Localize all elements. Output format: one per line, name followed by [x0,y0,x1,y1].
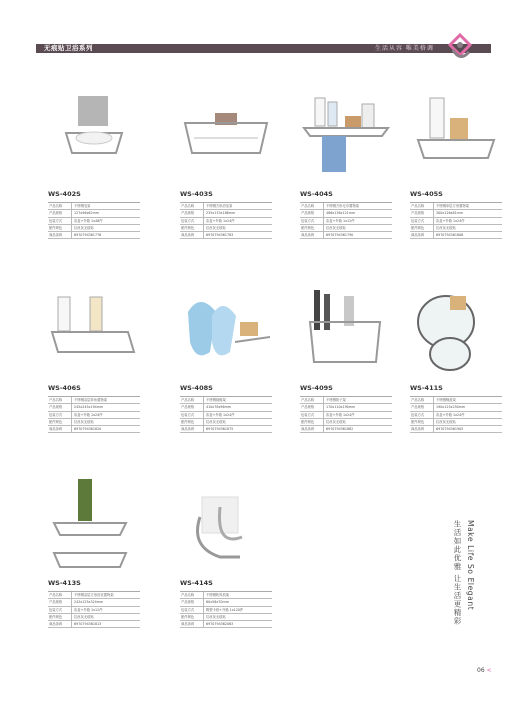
spec-value: 彩盒+外箱 1x24件 [436,218,465,223]
product-card [410,282,502,433]
spec-label: 产品规格 [180,210,204,216]
spec-table [180,202,272,239]
spec-value: 彩盒+外箱 1x24件 [206,412,235,417]
spec-row [48,225,140,232]
spec-label: 商品条码 [180,426,204,432]
spec-value: 242x125x324mm [74,600,104,605]
spec-row [48,426,140,433]
spec-value: 拉丝灰无痕贴 [436,225,456,230]
spec-value: 6970794361905 [436,427,464,432]
spec-row [48,210,140,217]
spec-label: 商品条码 [180,232,204,238]
spec-row [48,607,140,614]
spec-label: 商品条码 [410,232,434,238]
spec-row [180,614,272,621]
product-card [300,282,392,433]
spec-table [180,591,272,628]
spec-value: 300x126x81mm [436,211,464,216]
spec-label: 产品规格 [300,404,324,410]
spec-row [300,225,392,232]
spec-value: 6970794361790 [326,233,354,238]
spec-row [410,225,502,232]
spec-label: 产品名称 [300,203,324,209]
product-code: WS-403S [180,190,213,198]
spec-label: 包装方式 [180,607,204,613]
spec-row [410,426,502,433]
product-card [48,477,140,628]
product-photo [410,88,502,188]
spec-label: 产品名称 [48,397,72,403]
spec-label: 包装方式 [48,412,72,418]
spec-value: 245x245x194mm [74,405,104,410]
spec-value: 6970794362063 [206,622,234,627]
spec-row [180,232,272,239]
spec-row [48,592,140,599]
spec-label: 包装方式 [180,412,204,418]
spec-value: 吸塑卡纸+外箱 1x120件 [206,607,244,612]
spec-row [300,412,392,419]
spec-label: 商品条码 [300,232,324,238]
spec-row [410,412,502,419]
spec-label: 配件颜色 [48,614,72,620]
spec-row [180,218,272,225]
spec-label: 产品名称 [48,592,72,598]
spec-value: 170x110x190mm [326,405,356,410]
spec-value: 6970794361875 [206,427,234,432]
spec-row [180,592,272,599]
spec-value: 不锈钢吹风机架 [206,593,230,597]
slogan-chinese: 生活如此优雅 让生活更精彩 [453,520,462,626]
spec-row [300,419,392,426]
spec-row [300,218,392,225]
spec-label: 产品规格 [300,210,324,216]
spec-row [48,621,140,628]
spec-value: 彩盒+外箱 1x24件 [74,412,103,417]
spec-row [300,404,392,411]
spec-label: 配件颜色 [180,419,204,425]
product-card [300,88,392,239]
spec-value: 6970794361783 [206,233,234,238]
spec-label: 产品名称 [48,203,72,209]
spec-value: 不锈钢双层方形浴室置物架 [74,593,114,597]
spec-value: 不锈钢拖鞋架 [206,398,226,402]
spec-label: 配件颜色 [180,614,204,620]
spec-label: 产品规格 [180,404,204,410]
spec-label: 产品规格 [48,210,72,216]
spec-label: 商品条码 [300,426,324,432]
spec-label: 包装方式 [410,218,434,224]
spec-row [48,232,140,239]
product-photo [410,282,502,382]
spec-row [48,397,140,404]
page-arrow-icon: < [486,667,492,674]
product-code: WS-414S [180,579,213,587]
spec-value: 不锈钢筷子架 [326,398,346,402]
spec-value: 彩盒+外箱 1x24件 [206,218,235,223]
spec-label: 商品条码 [180,621,204,627]
spec-value: 486x136x121mm [326,211,356,216]
spec-table [48,202,140,239]
spec-label: 产品规格 [48,404,72,410]
page-number-value: 06 [477,667,485,674]
spec-label: 包装方式 [48,607,72,613]
spec-row [48,404,140,411]
spec-table [300,202,392,239]
product-photo [48,88,140,188]
spec-label: 配件颜色 [410,225,434,231]
product-photo [300,88,392,188]
spec-label: 商品条码 [410,426,434,432]
spec-row [48,412,140,419]
spec-label: 商品条码 [48,232,72,238]
spec-row [300,203,392,210]
spec-label: 包装方式 [180,218,204,224]
spec-label: 产品规格 [48,599,72,605]
product-photo [48,282,140,382]
product-card [180,477,272,628]
spec-value: 不锈钢方形毛巾置物架 [326,204,359,208]
spec-value: 彩盒+外箱 1x24件 [436,412,465,417]
header-tagline: 生活从容 唯美格调 [375,45,434,52]
spec-label: 配件颜色 [48,225,72,231]
spec-label: 产品名称 [410,203,434,209]
product-photo [48,477,140,577]
slogan-english: Make Life So Elegant [466,520,475,611]
spec-label: 产品名称 [300,397,324,403]
spec-label: 产品规格 [410,404,434,410]
spec-row [180,203,272,210]
spec-row [180,419,272,426]
spec-row [300,232,392,239]
spec-row [410,203,502,210]
spec-value: 不锈钢双层转角置物架 [74,398,107,402]
spec-row [180,412,272,419]
product-code: WS-405S [410,190,443,198]
spec-value: 拉丝灰无痕贴 [74,419,94,424]
spec-row [410,218,502,225]
spec-value: 拉丝灰无痕贴 [74,225,94,230]
product-photo [180,88,272,188]
spec-row [48,218,140,225]
spec-label: 产品名称 [180,592,204,598]
spec-value: 拉丝灰无痕贴 [206,225,226,230]
product-code: WS-413S [48,579,81,587]
spec-value: 235x133x186mm [206,211,236,216]
spec-value: 彩盒+外箱 1x12件 [74,607,103,612]
product-card [410,88,502,239]
spec-label: 产品名称 [410,397,434,403]
brand-logo-icon [443,32,477,66]
product-card [48,88,140,239]
spec-row [180,599,272,606]
spec-value: 不锈钢皂架 [74,204,91,208]
spec-value: 6970794361776 [74,233,102,238]
spec-value: 127x96x62mm [74,211,100,216]
spec-row [48,419,140,426]
page-number [477,667,492,674]
product-card [48,282,140,433]
spec-value: 6970794361813 [74,622,102,627]
spec-value: 拉丝灰无痕贴 [436,419,456,424]
spec-row [48,203,140,210]
spec-label: 产品名称 [180,397,204,403]
spec-value: 不锈钢单层方形置物架 [436,204,469,208]
spec-value: 6970794361882 [326,427,354,432]
spec-label: 配件颜色 [300,225,324,231]
spec-row [410,397,502,404]
spec-value: 6970794361820 [74,427,102,432]
spec-label: 产品规格 [180,599,204,605]
spec-label: 包装方式 [48,218,72,224]
product-photo [180,282,272,382]
spec-label: 配件颜色 [180,225,204,231]
spec-value: 410x78x96mm [206,405,232,410]
spec-table [410,202,502,239]
spec-value: 拉丝灰无痕贴 [326,225,346,230]
spec-row [410,232,502,239]
product-card [180,282,272,433]
spec-label: 商品条码 [48,621,72,627]
spec-value: 不锈钢方形浴室架 [206,204,233,208]
spec-table [180,396,272,433]
spec-table [48,396,140,433]
spec-label: 产品规格 [410,210,434,216]
spec-value: 拉丝灰无痕贴 [206,614,226,619]
spec-row [180,225,272,232]
spec-label: 产品名称 [180,203,204,209]
product-photo [300,282,392,382]
spec-row [410,404,502,411]
spec-row [48,599,140,606]
spec-value: 彩盒+外箱 1x12件 [326,218,355,223]
spec-row [410,419,502,426]
spec-label: 商品条码 [48,426,72,432]
spec-value: 彩盒+外箱 1x24件 [326,412,355,417]
product-code: WS-409S [300,384,333,392]
spec-label: 配件颜色 [300,419,324,425]
spec-row [180,621,272,628]
product-code: WS-402S [48,190,81,198]
spec-row [180,404,272,411]
spec-label: 包装方式 [300,412,324,418]
spec-value: 6970794361806 [436,233,464,238]
product-code: WS-408S [180,384,213,392]
spec-table [410,396,502,433]
spec-value: 60x56x70mm [206,600,229,605]
product-card [180,88,272,239]
page-title: 无痕贴卫浴系列 [44,44,93,52]
spec-row [300,210,392,217]
spec-table [300,396,392,433]
spec-value: 190x125x250mm [436,405,466,410]
spec-value: 拉丝灰无痕贴 [74,614,94,619]
spec-value: 拉丝灰无痕贴 [326,419,346,424]
product-photo [180,477,272,577]
spec-table [48,591,140,628]
spec-row [180,210,272,217]
spec-value: 不锈钢锅盖架 [436,398,456,402]
spec-label: 包装方式 [410,412,434,418]
spec-label: 配件颜色 [410,419,434,425]
spec-row [300,426,392,433]
spec-value: 彩盒+外箱 1x48件 [74,218,103,223]
spec-label: 配件颜色 [48,419,72,425]
spec-row [410,210,502,217]
product-code: WS-406S [48,384,81,392]
spec-row [180,426,272,433]
spec-row [180,397,272,404]
product-code: WS-404S [300,190,333,198]
spec-row [300,397,392,404]
spec-value: 拉丝灰无痕贴 [206,419,226,424]
spec-row [180,607,272,614]
spec-row [48,614,140,621]
spec-label: 包装方式 [300,218,324,224]
product-code: WS-411S [410,384,443,392]
